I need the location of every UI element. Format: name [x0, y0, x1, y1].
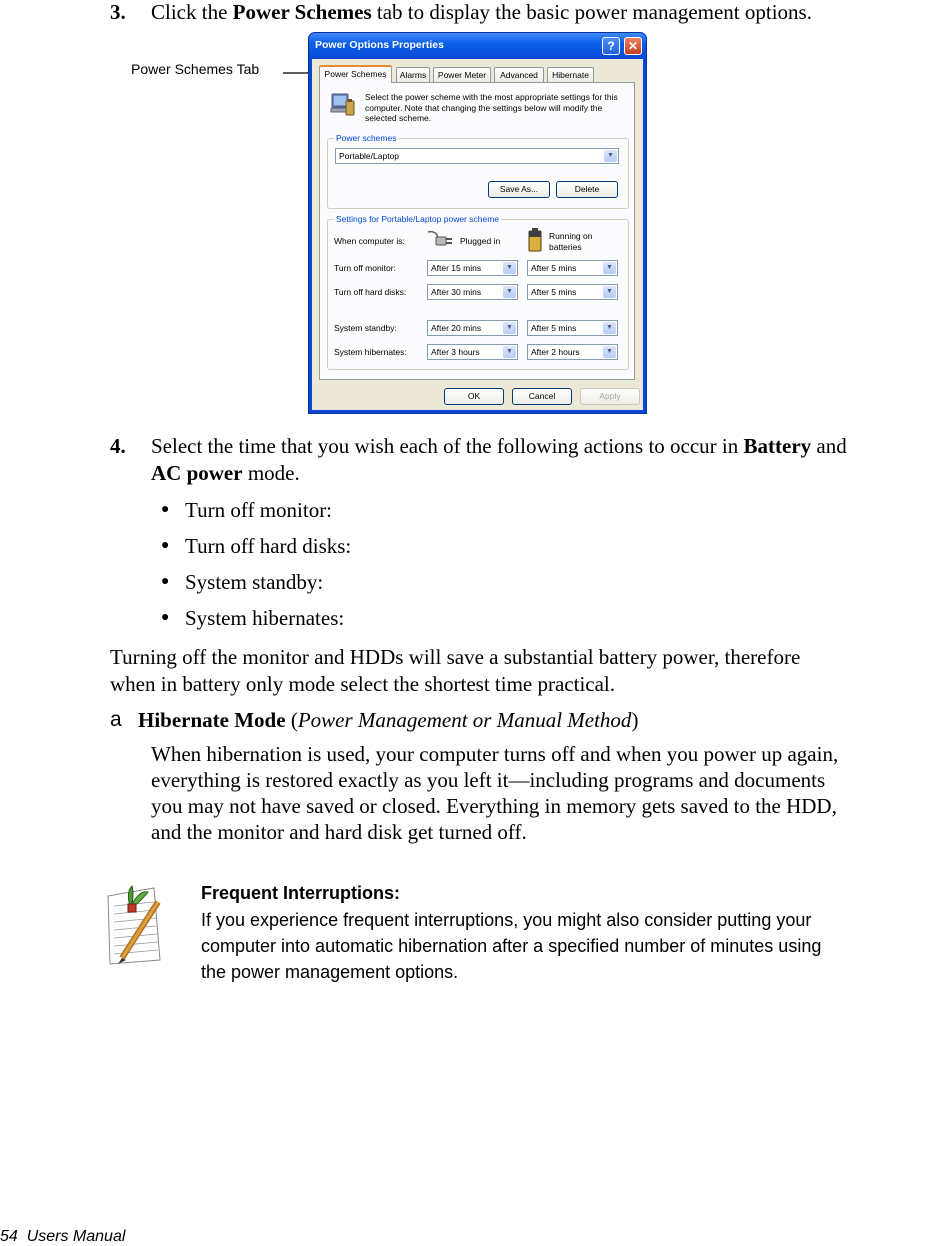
close-button[interactable]: ✕ — [624, 37, 642, 55]
page-footer — [0, 1228, 125, 1246]
monitor-plugged-select[interactable] — [427, 260, 518, 276]
plugged-in-label: Plugged in — [460, 236, 501, 246]
power-schemes-legend: Power schemes — [336, 133, 397, 143]
dialog-body — [312, 59, 643, 410]
step-3-number: 3. — [110, 0, 126, 24]
row-label-hard-disks: Turn off hard disks: — [334, 287, 407, 297]
row-label-hibernates: System hibernates: — [334, 347, 407, 357]
step-3-post: tab to display the basic power management options. — [371, 0, 812, 24]
row-label-standby: System standby: — [334, 323, 397, 333]
step-4-battery: Battery — [743, 434, 812, 458]
bullet-dot: ● — [161, 574, 170, 589]
paren-close: ) — [631, 708, 639, 732]
bullet-item: Turn off monitor: — [185, 498, 333, 522]
hibernate-method: Power Management or Manual Method — [297, 708, 632, 732]
chevron-down-icon: ▼ — [503, 286, 516, 298]
save-as-button[interactable]: Save As... — [488, 181, 550, 198]
apply-button[interactable]: Apply — [580, 388, 640, 405]
tab-hibernate[interactable]: Hibernate — [547, 67, 594, 82]
paragraph-line: Turning off the monitor and HDDs will save a substantial battery power, therefore — [110, 645, 801, 669]
row-label-monitor: Turn off monitor: — [334, 263, 396, 273]
on-batteries-label: Running on batteries — [549, 231, 593, 252]
page-number: 54 — [0, 1228, 18, 1245]
chevron-down-icon: ▼ — [503, 322, 516, 334]
power-scheme-select[interactable] — [335, 148, 619, 164]
bullet-item: System hibernates: — [185, 606, 345, 630]
note-line: the power management options. — [201, 962, 459, 982]
disks-battery-select[interactable] — [527, 284, 618, 300]
ok-button[interactable]: OK — [444, 388, 504, 405]
monitor-battery-value: After 5 mins — [531, 263, 577, 273]
power-scheme-value: Portable/Laptop — [339, 151, 400, 161]
hibernate-line: When hibernation is used, your computer turns off and when you power up again, — [151, 742, 839, 766]
delete-button[interactable]: Delete — [556, 181, 618, 198]
monitor-battery-select[interactable] — [527, 260, 618, 276]
disks-battery-value: After 5 mins — [531, 287, 577, 297]
bullet-item: System standby: — [185, 570, 324, 594]
hibernate-line: you may not have saved or closed. Everything in memory gets saved to the HDD, — [151, 794, 837, 818]
plug-icon — [426, 228, 456, 250]
hibernate-line: and the monitor and hard disk get turned off. — [151, 820, 527, 844]
note-line: computer into automatic hibernation after a specified number of minutes using — [201, 936, 822, 956]
monitor-plugged-value: After 15 mins — [431, 263, 482, 273]
section-marker: a — [110, 708, 122, 731]
disks-plugged-value: After 30 mins — [431, 287, 482, 297]
chevron-down-icon: ▼ — [603, 286, 616, 298]
note-title: Frequent Interruptions: — [201, 883, 400, 903]
step-4-line-2 — [151, 461, 300, 485]
power-options-icon — [329, 90, 357, 118]
standby-battery-select[interactable] — [527, 320, 618, 336]
manual-title: Users Manual — [26, 1228, 126, 1245]
chevron-down-icon: ▼ — [603, 322, 616, 334]
tab-power-schemes[interactable]: Power Schemes — [319, 65, 392, 83]
step-4-and: and — [811, 434, 847, 458]
settings-legend: Settings for Portable/Laptop power scheme — [336, 214, 500, 224]
step-4-number: 4. — [110, 434, 126, 458]
hibernate-battery-select[interactable] — [527, 344, 618, 360]
chevron-down-icon: ▼ — [503, 262, 516, 274]
help-button[interactable]: ? — [602, 37, 620, 55]
settings-group — [327, 214, 629, 370]
tab-alarms[interactable]: Alarms — [396, 67, 430, 82]
hibernate-title: Hibernate Mode — [138, 708, 286, 732]
dialog-titlebar[interactable] — [309, 33, 646, 59]
when-computer-label: When computer is: — [334, 236, 405, 246]
chevron-down-icon: ▼ — [604, 150, 617, 162]
step-3-text — [151, 0, 812, 24]
bullet-dot: ● — [161, 538, 170, 553]
bullet-dot: ● — [161, 610, 170, 625]
chevron-down-icon: ▼ — [603, 346, 616, 358]
chevron-down-icon: ▼ — [603, 262, 616, 274]
note-line: If you experience frequent interruptions, you might also consider putting your — [201, 910, 812, 930]
tab-power-meter[interactable]: Power Meter — [433, 67, 491, 82]
hibernate-battery-value: After 2 hours — [531, 347, 580, 357]
step-4-pre: Select the time that you wish each of the following actions to occur in — [151, 434, 744, 458]
standby-plugged-value: After 20 mins — [431, 323, 482, 333]
hibernate-line: everything is restored exactly as you left it—including programs and documents — [151, 768, 826, 792]
bullet-item: Turn off hard disks: — [185, 534, 352, 558]
tab-advanced[interactable]: Advanced — [494, 67, 544, 82]
step-3-bold: Power Schemes — [232, 0, 372, 24]
note-pencil-icon — [102, 882, 164, 968]
bullet-dot: ● — [161, 502, 170, 517]
hibernate-plugged-select[interactable] — [427, 344, 518, 360]
hibernate-heading — [138, 708, 638, 732]
dialog-title: Power Options Properties — [315, 39, 444, 51]
standby-battery-value: After 5 mins — [531, 323, 577, 333]
intro-text: Select the power scheme with the most appropriate settings for this computer. Note that changing the settings below will modify the selected scheme. — [365, 92, 618, 123]
step-4-ac-power: AC power — [151, 461, 243, 485]
callout-label: Power Schemes Tab — [131, 61, 260, 77]
disks-plugged-select[interactable] — [427, 284, 518, 300]
hibernate-plugged-value: After 3 hours — [431, 347, 480, 357]
power-schemes-panel — [319, 82, 635, 380]
step-3-pre: Click the — [151, 0, 233, 24]
paragraph-line: when in battery only mode select the shortest time practical. — [110, 672, 616, 696]
paren-open: ( — [285, 708, 298, 732]
power-schemes-group — [327, 133, 629, 209]
chevron-down-icon: ▼ — [503, 346, 516, 358]
standby-plugged-select[interactable] — [427, 320, 518, 336]
battery-icon — [528, 228, 542, 252]
step-4-line-1 — [151, 434, 847, 458]
step-4-post: mode. — [242, 461, 300, 485]
cancel-button[interactable]: Cancel — [512, 388, 572, 405]
power-options-dialog — [308, 32, 647, 414]
